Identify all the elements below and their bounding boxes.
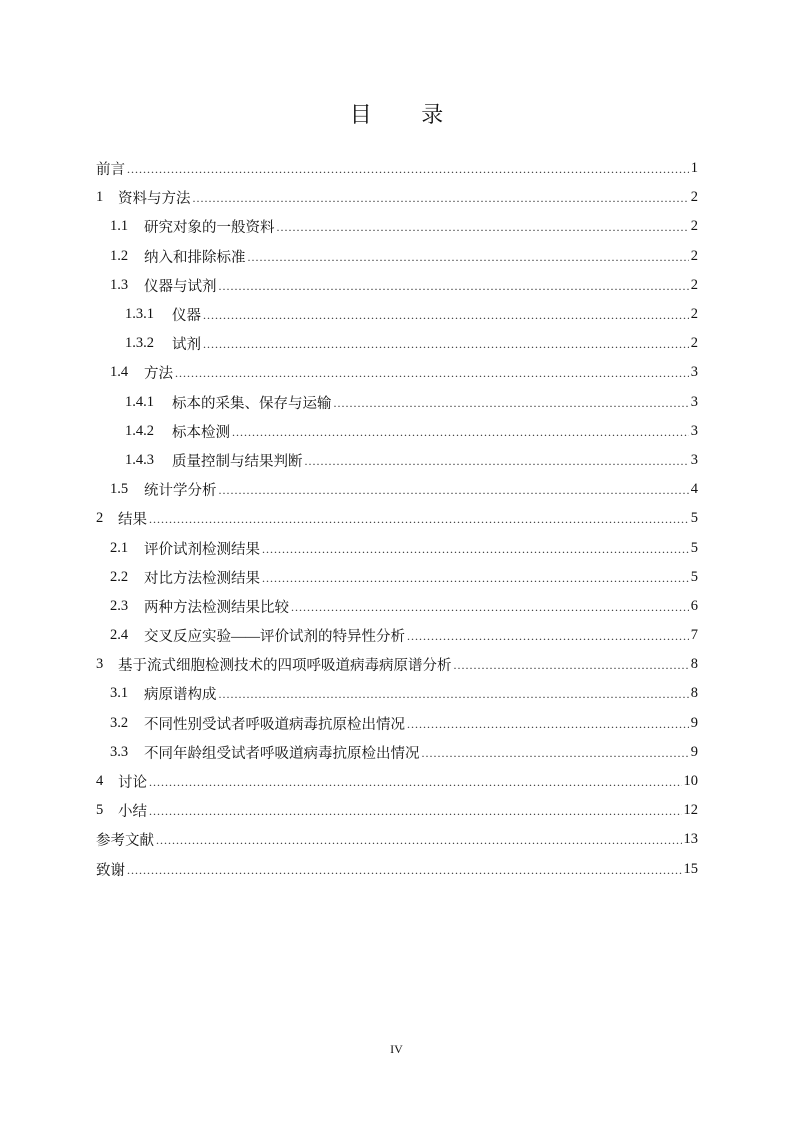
toc-entry-page: 15 bbox=[683, 860, 698, 877]
toc-entry-page: 3 bbox=[690, 393, 698, 410]
toc-entry-title: 病原谱构成 bbox=[144, 687, 217, 704]
toc-entry-number: 1 bbox=[96, 189, 104, 206]
toc-entry[interactable] bbox=[96, 475, 698, 504]
toc-entry-page: 12 bbox=[683, 802, 698, 819]
toc-entry-page: 5 bbox=[690, 510, 698, 527]
toc-dot-leader bbox=[149, 774, 682, 791]
toc-entry[interactable] bbox=[96, 533, 698, 562]
toc-entry-title: 小结 bbox=[118, 804, 147, 821]
toc-entry[interactable] bbox=[96, 855, 698, 884]
toc-entry-title: 对比方法检测结果 bbox=[144, 570, 260, 587]
toc-entry-page: 5 bbox=[690, 539, 698, 556]
toc-entry-title: 评价试剂检测结果 bbox=[144, 541, 260, 558]
toc-entry-title: 统计学分析 bbox=[144, 483, 217, 500]
toc-dot-leader bbox=[291, 599, 689, 616]
toc-entry-page: 1 bbox=[690, 160, 698, 177]
toc-dot-leader bbox=[127, 862, 682, 879]
toc-entry-title: 研究对象的一般资料 bbox=[144, 220, 275, 237]
toc-dot-leader bbox=[219, 482, 689, 499]
toc-entry-title: 仪器与试剂 bbox=[144, 278, 217, 295]
toc-entry-number: 3.2 bbox=[110, 714, 129, 731]
toc-entry-number: 2.2 bbox=[110, 568, 129, 585]
toc-entry[interactable] bbox=[96, 709, 698, 738]
toc-entry-page: 6 bbox=[690, 597, 698, 614]
toc-entry-page: 3 bbox=[690, 364, 698, 381]
toc-entry-number: 3 bbox=[96, 656, 104, 673]
toc-entry[interactable] bbox=[96, 679, 698, 708]
toc-entry-title: 前言 bbox=[96, 162, 125, 179]
table-of-contents bbox=[96, 154, 698, 884]
toc-entry-title: 质量控制与结果判断 bbox=[172, 453, 303, 470]
toc-entry[interactable] bbox=[96, 154, 698, 183]
toc-entry-number: 3.3 bbox=[110, 743, 129, 760]
toc-entry-title: 不同年龄组受试者呼吸道病毒抗原检出情况 bbox=[144, 745, 420, 762]
toc-entry-page: 2 bbox=[690, 189, 698, 206]
toc-entry[interactable] bbox=[96, 212, 698, 241]
toc-entry-page: 2 bbox=[690, 247, 698, 264]
toc-entry-number: 3.1 bbox=[110, 685, 129, 702]
toc-dot-leader bbox=[193, 190, 689, 207]
toc-entry-title: 两种方法检测结果比较 bbox=[144, 599, 289, 616]
toc-entry[interactable] bbox=[96, 446, 698, 475]
toc-entry-number: 5 bbox=[96, 802, 104, 819]
toc-entry-number: 2.4 bbox=[110, 627, 129, 644]
toc-entry[interactable] bbox=[96, 358, 698, 387]
toc-entry[interactable] bbox=[96, 242, 698, 271]
toc-entry-number: 2.1 bbox=[110, 539, 129, 556]
toc-entry-number: 1.4 bbox=[110, 364, 129, 381]
toc-entry[interactable] bbox=[96, 300, 698, 329]
toc-entry-number: 2.3 bbox=[110, 597, 129, 614]
toc-entry-number: 1.5 bbox=[110, 481, 129, 498]
toc-entry-page: 10 bbox=[683, 773, 698, 790]
toc-entry[interactable] bbox=[96, 621, 698, 650]
toc-entry-page: 8 bbox=[690, 685, 698, 702]
toc-entry-title: 结果 bbox=[118, 512, 147, 529]
toc-entry[interactable] bbox=[96, 504, 698, 533]
page-title: 目 录 bbox=[349, 102, 466, 127]
toc-entry-title: 参考文献 bbox=[96, 833, 154, 850]
toc-entry-number: 1.3 bbox=[110, 276, 129, 293]
toc-entry[interactable] bbox=[96, 738, 698, 767]
toc-entry[interactable] bbox=[96, 271, 698, 300]
toc-entry-number: 2 bbox=[96, 510, 104, 527]
toc-entry[interactable] bbox=[96, 329, 698, 358]
toc-entry-title: 资料与方法 bbox=[118, 191, 191, 208]
toc-entry-title: 讨论 bbox=[118, 775, 147, 792]
toc-dot-leader bbox=[407, 716, 689, 733]
toc-entry-title: 不同性别受试者呼吸道病毒抗原检出情况 bbox=[144, 716, 405, 733]
toc-dot-leader bbox=[422, 745, 689, 762]
toc-entry-number: 1.4.2 bbox=[125, 422, 154, 439]
toc-dot-leader bbox=[219, 686, 689, 703]
page-footer-number: IV bbox=[390, 1042, 403, 1056]
toc-dot-leader bbox=[454, 657, 689, 674]
toc-entry-page: 2 bbox=[690, 218, 698, 235]
toc-dot-leader bbox=[334, 395, 689, 412]
toc-dot-leader bbox=[305, 453, 689, 470]
toc-dot-leader bbox=[156, 832, 682, 849]
toc-dot-leader bbox=[149, 511, 689, 528]
toc-entry[interactable] bbox=[96, 417, 698, 446]
toc-entry-page: 4 bbox=[690, 481, 698, 498]
toc-entry[interactable] bbox=[96, 796, 698, 825]
toc-entry[interactable] bbox=[96, 563, 698, 592]
toc-entry-title: 标本检测 bbox=[172, 424, 230, 441]
toc-entry-number: 1.2 bbox=[110, 247, 129, 264]
toc-entry[interactable] bbox=[96, 388, 698, 417]
toc-entry-title: 标本的采集、保存与运输 bbox=[172, 395, 332, 412]
toc-dot-leader bbox=[248, 249, 689, 266]
toc-entry-title: 方法 bbox=[144, 366, 173, 383]
toc-entry-page: 8 bbox=[690, 656, 698, 673]
toc-entry-number: 4 bbox=[96, 773, 104, 790]
toc-dot-leader bbox=[232, 424, 689, 441]
toc-dot-leader bbox=[407, 628, 689, 645]
toc-entry[interactable] bbox=[96, 183, 698, 212]
toc-dot-leader bbox=[149, 803, 682, 820]
toc-entry[interactable] bbox=[96, 825, 698, 854]
toc-entry[interactable] bbox=[96, 767, 698, 796]
toc-entry-number: 1.3.2 bbox=[125, 335, 154, 352]
toc-entry[interactable] bbox=[96, 650, 698, 679]
toc-entry-number: 1.4.3 bbox=[125, 451, 154, 468]
toc-dot-leader bbox=[203, 307, 689, 324]
toc-entry-page: 7 bbox=[690, 627, 698, 644]
toc-entry-title: 交叉反应实验——评价试剂的特异性分析 bbox=[144, 629, 405, 646]
toc-entry-page: 2 bbox=[690, 335, 698, 352]
toc-dot-leader bbox=[277, 219, 689, 236]
toc-dot-leader bbox=[175, 365, 689, 382]
toc-dot-leader bbox=[219, 278, 689, 295]
toc-entry-title: 纳入和排除标准 bbox=[144, 249, 246, 266]
toc-entry-title: 致谢 bbox=[96, 862, 125, 879]
toc-entry-page: 3 bbox=[690, 422, 698, 439]
toc-entry-page: 13 bbox=[683, 831, 698, 848]
toc-dot-leader bbox=[262, 570, 689, 587]
toc-entry-number: 1.1 bbox=[110, 218, 129, 235]
toc-dot-leader bbox=[262, 541, 689, 558]
toc-dot-leader bbox=[127, 161, 689, 178]
toc-entry[interactable] bbox=[96, 592, 698, 621]
toc-entry-page: 9 bbox=[690, 743, 698, 760]
toc-entry-page: 5 bbox=[690, 568, 698, 585]
toc-entry-page: 3 bbox=[690, 451, 698, 468]
toc-entry-number: 1.3.1 bbox=[125, 306, 154, 323]
toc-entry-page: 2 bbox=[690, 276, 698, 293]
toc-entry-page: 2 bbox=[690, 306, 698, 323]
toc-entry-page: 9 bbox=[690, 714, 698, 731]
toc-entry-title: 基于流式细胞检测技术的四项呼吸道病毒病原谱分析 bbox=[118, 658, 452, 675]
toc-dot-leader bbox=[203, 336, 689, 353]
toc-entry-title: 试剂 bbox=[172, 337, 201, 354]
toc-entry-number: 1.4.1 bbox=[125, 393, 154, 410]
toc-entry-title: 仪器 bbox=[172, 308, 201, 325]
